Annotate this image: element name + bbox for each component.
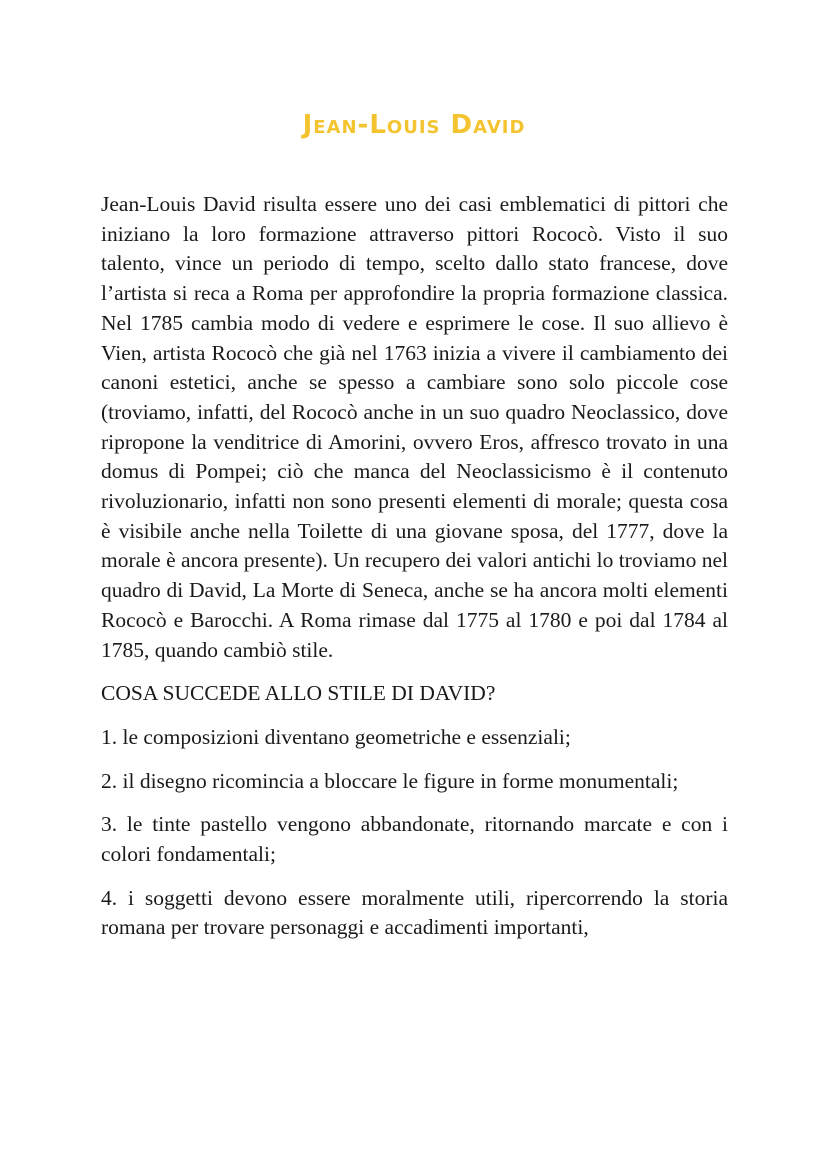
list-item: 2. il disegno ricomincia a bloccare le figure in forme monumentali; xyxy=(101,768,679,793)
section-heading: COSA SUCCEDE ALLO STILE DI DAVID? xyxy=(101,681,496,706)
list-item: 3. le tinte pastello vengono abbandonate, ritornando marcate e con i colori fondamentali; xyxy=(101,812,728,867)
list-item: 4. i soggetti devono essere moralmente utili, ripercorrendo la storia romana per trovare personaggi e accadimenti importanti, xyxy=(101,885,728,940)
list-item: 1. le composizioni diventano geometriche e essenziali; xyxy=(101,724,571,749)
page-title: Jean-Louis David xyxy=(302,110,526,140)
intro-paragraph: Jean-Louis David risulta essere uno dei casi emblematici di pittori che iniziano la loro formazione attraverso pittori Rococò. Visto il suo talento, vince un periodo di tempo, scelto dallo stato francese, dove l’artista si reca a Roma per approfondire la propria formazione classica. Nel 1785 cambia modo di vedere e esprimere le cose. Il suo allievo è Vien, artista Rococò che già nel 1763 inizia a vivere il cambiamento dei canoni estetici, anche se spesso a cambiare sono solo piccole cose (troviamo, infatti, del Rococò anche in un suo quadro Neoclassico, dove ripropone la venditrice di Amorini, ovvero Eros, affresco trovato in una domus di Pompei; ciò che manca del Neoclassicismo è il contenuto rivoluzionario, infatti non sono presenti elementi di morale; questa cosa è visibile anche nella Toilette di una giovane sposa, del 1777, dove la morale è ancora presente). Un recupero dei valori antichi lo troviamo nel quadro di David, La Morte di Seneca, anche se ha ancora molti elementi Rococò e Barocchi. A Roma rimase dal 1775 al 1780 e poi dal 1784 al 1785, quando cambiò stile. xyxy=(101,192,728,662)
document-body xyxy=(101,190,728,943)
